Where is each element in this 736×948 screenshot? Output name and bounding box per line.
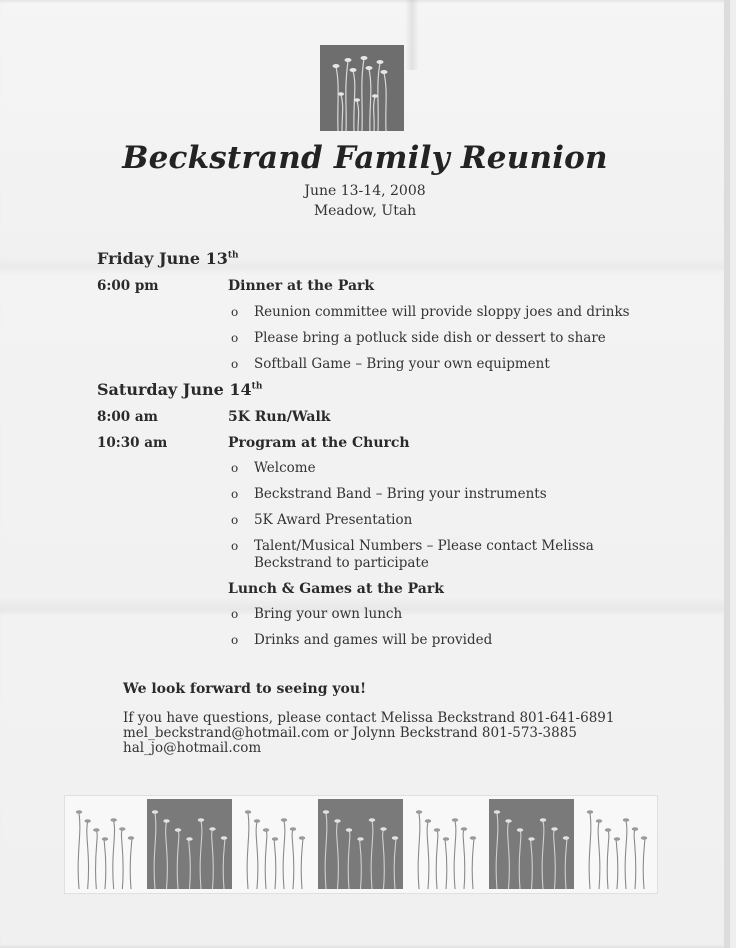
program-event: Program at the Church — [228, 435, 410, 451]
flower-border-strip — [64, 795, 658, 894]
contact-line: hal_jo@hotmail.com — [123, 740, 262, 756]
friday-heading: Friday June 13th — [97, 249, 239, 268]
friday-item: o Reunion committee will provide sloppy joes and drinks — [231, 304, 630, 320]
reunion-title: Beckstrand Family Reunion — [122, 140, 608, 176]
closing-message: We look forward to seeing you! — [123, 681, 367, 697]
run-event: 5K Run/Walk — [228, 409, 331, 425]
flower-stems-graphic — [240, 799, 310, 889]
friday-item: o Softball Game – Bring your own equipment — [231, 356, 550, 372]
flower-stems-graphic — [147, 799, 232, 889]
flower-tile — [240, 799, 310, 889]
flower-stems-graphic — [582, 799, 652, 889]
flower-logo-image — [320, 45, 404, 131]
flower-stems-graphic — [318, 799, 403, 889]
contact-line: mel_beckstrand@hotmail.com or Jolynn Beckstrand 801-573-3885 — [123, 725, 577, 741]
run-time: 8:00 am — [97, 409, 158, 425]
event-dates: June 13-14, 2008 — [304, 183, 426, 199]
flower-stems-graphic — [411, 799, 481, 889]
program-time: 10:30 am — [97, 435, 168, 451]
flower-tile — [582, 799, 652, 889]
program-item-continued: Beckstrand to participate — [254, 555, 429, 571]
program-item: o Talent/Musical Numbers – Please contact Melissa — [231, 538, 594, 554]
flower-tile-dark — [318, 799, 403, 889]
friday-event: Dinner at the Park — [228, 278, 375, 294]
lunch-item: o Drinks and games will be provided — [231, 632, 493, 648]
flower-stems-graphic — [489, 799, 574, 889]
flower-tile — [411, 799, 481, 889]
friday-time: 6:00 pm — [97, 278, 159, 294]
flower-tile — [71, 799, 139, 889]
event-location: Meadow, Utah — [313, 203, 417, 219]
program-item: o Beckstrand Band – Bring your instruments — [231, 486, 547, 502]
lunch-event: Lunch & Games at the Park — [228, 581, 444, 597]
paper-edge — [724, 0, 730, 948]
program-item: o 5K Award Presentation — [231, 512, 413, 528]
flower-stems-graphic — [320, 45, 404, 131]
contact-line: If you have questions, please contact Melissa Beckstrand 801-641-6891 — [123, 710, 615, 726]
flower-tile-dark — [489, 799, 574, 889]
flower-stems-graphic — [71, 799, 139, 889]
flower-tile-dark — [147, 799, 232, 889]
friday-item: o Please bring a potluck side dish or dessert to share — [231, 330, 606, 346]
paper-fold — [405, 0, 419, 70]
program-item: o Welcome — [231, 460, 316, 476]
saturday-heading: Saturday June 14th — [97, 380, 263, 399]
lunch-item: o Bring your own lunch — [231, 606, 403, 622]
